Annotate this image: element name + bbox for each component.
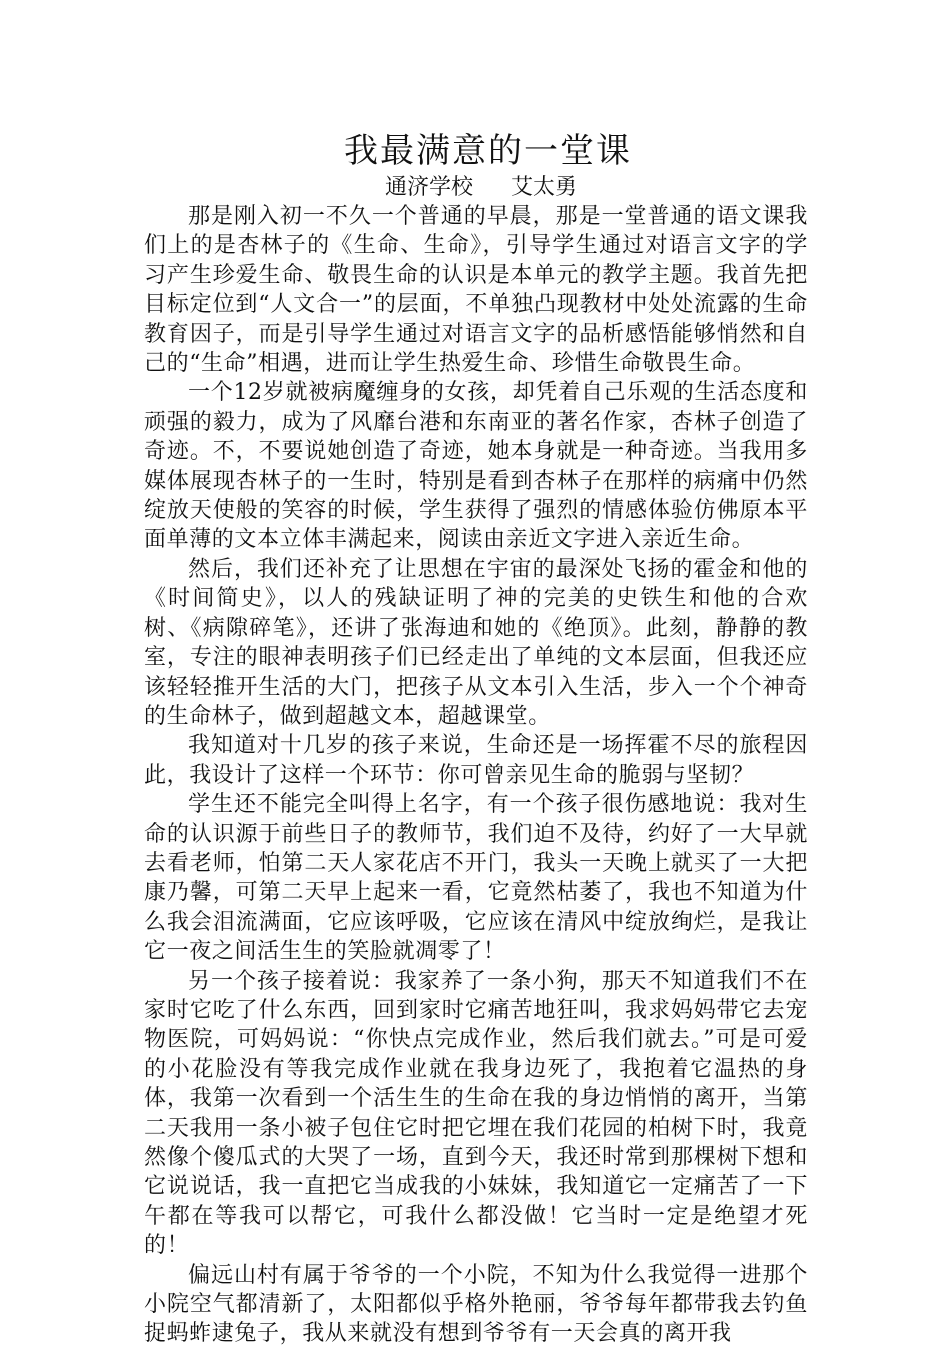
paragraph-6: 另一个孩子接着说：我家养了一条小狗，那天不知道我们不在家时它吃了什么东西，回到家时它痛苦地狂叫，我求妈妈带它去宠物医院，可妈妈说：“你快点完成作业，然后我们就去。”可是可爱的小花脸没有等我完成作业就在我身边死了，我抱着它温热的身体，我第一次看到一个活生生的生命在我的身边悄悄的离开，当第二天我用一条小被子包住它时把它埋在我们花园的柏树下时，我竟然像个傻瓜式的大哭了一场，直到今天，我还时常到那棵树下想和它说说话，我一直把它当成我的小妹妹，我知道它一定痛苦了一下午都在等我可以帮它，可我什么都没做！它当时一定是绝望才死的！ [144,968,808,1259]
byline [144,174,808,202]
paragraph-7: 偏远山村有属于爷爷的一个小院，不知为什么我觉得一进那个小院空气都清新了，太阳都似乎格外艳丽，爷爷每年都带我去钓鱼捉蚂蚱逮兔子，我从来就没有想到爷爷有一天会真的离开我 [144,1262,808,1347]
document-title: 我最满意的一堂课 [344,131,632,171]
paragraph-2: 一个12岁就被病魔缠身的女孩，却凭着自己乐观的生活态度和顽强的毅力，成为了风靡台港和东南亚的著名作家，杏林子创造了奇迹。不，不要说她创造了奇迹，她本身就是一种奇迹。当我用多媒体展现杏林子的一生时，特别是看到杏林子在那样的病痛中仍然绽放天使般的笑容的时候，学生获得了强烈的情感体验仿佛原本平面单薄的文本立体丰满起来，阅读由亲近文字进入亲近生命。 [144,380,808,553]
paragraph-5: 学生还不能完全叫得上名字，有一个孩子很伤感地说：我对生命的认识源于前些日子的教师节，我们迫不及待，约好了一大早就去看老师，怕第二天人家花店不开门，我头一天晚上就买了一大把康乃馨，可第二天早上起来一看，它竟然枯萎了，我也不知道为什么我会泪流满面，它应该呼吸，它应该在清风中绽放绚烂，是我让它一夜之间活生生的笑脸就凋零了！ [144,792,808,965]
document-page [144,128,808,1349]
author-name: 艾太勇 [511,175,578,200]
paragraph-4: 我知道对十几岁的孩子来说，生命还是一场挥霍不尽的旅程因此，我设计了这样一个环节：你可曾亲见生命的脆弱与坚韧？ [144,733,808,788]
paragraph-3: 然后，我们还补充了让思想在宇宙的最深处飞扬的霍金和他的《时间简史》，以人的残缺证明了神的完美的史铁生和他的合欢树、《病隙碎笔》，还讲了张海迪和她的《绝顶》。此刻，静静的教室，专注的眼神表明孩子们已经走出了单纯的文本层面，但我还应该轻轻推开生活的大门，把孩子从文本引入生活，步入一个个神奇的生命林子，做到超越文本，超越课堂。 [144,556,808,729]
school-name: 通济学校 [384,175,473,200]
paragraph-1: 那是刚入初一不久一个普通的早晨，那是一堂普通的语文课我们上的是杏林子的《生命、生命》，引导学生通过对语言文字的学习产生珍爱生命、敬畏生命的认识是本单元的教学主题。我首先把目标定位到“人文合一”的层面，不单独凸现教材中处处流露的生命教育因子，而是引导学生通过对语言文字的品析感悟能够悄然和自己的“生命”相遇，进而让学生热爱生命、珍惜生命敬畏生命。 [144,204,808,377]
